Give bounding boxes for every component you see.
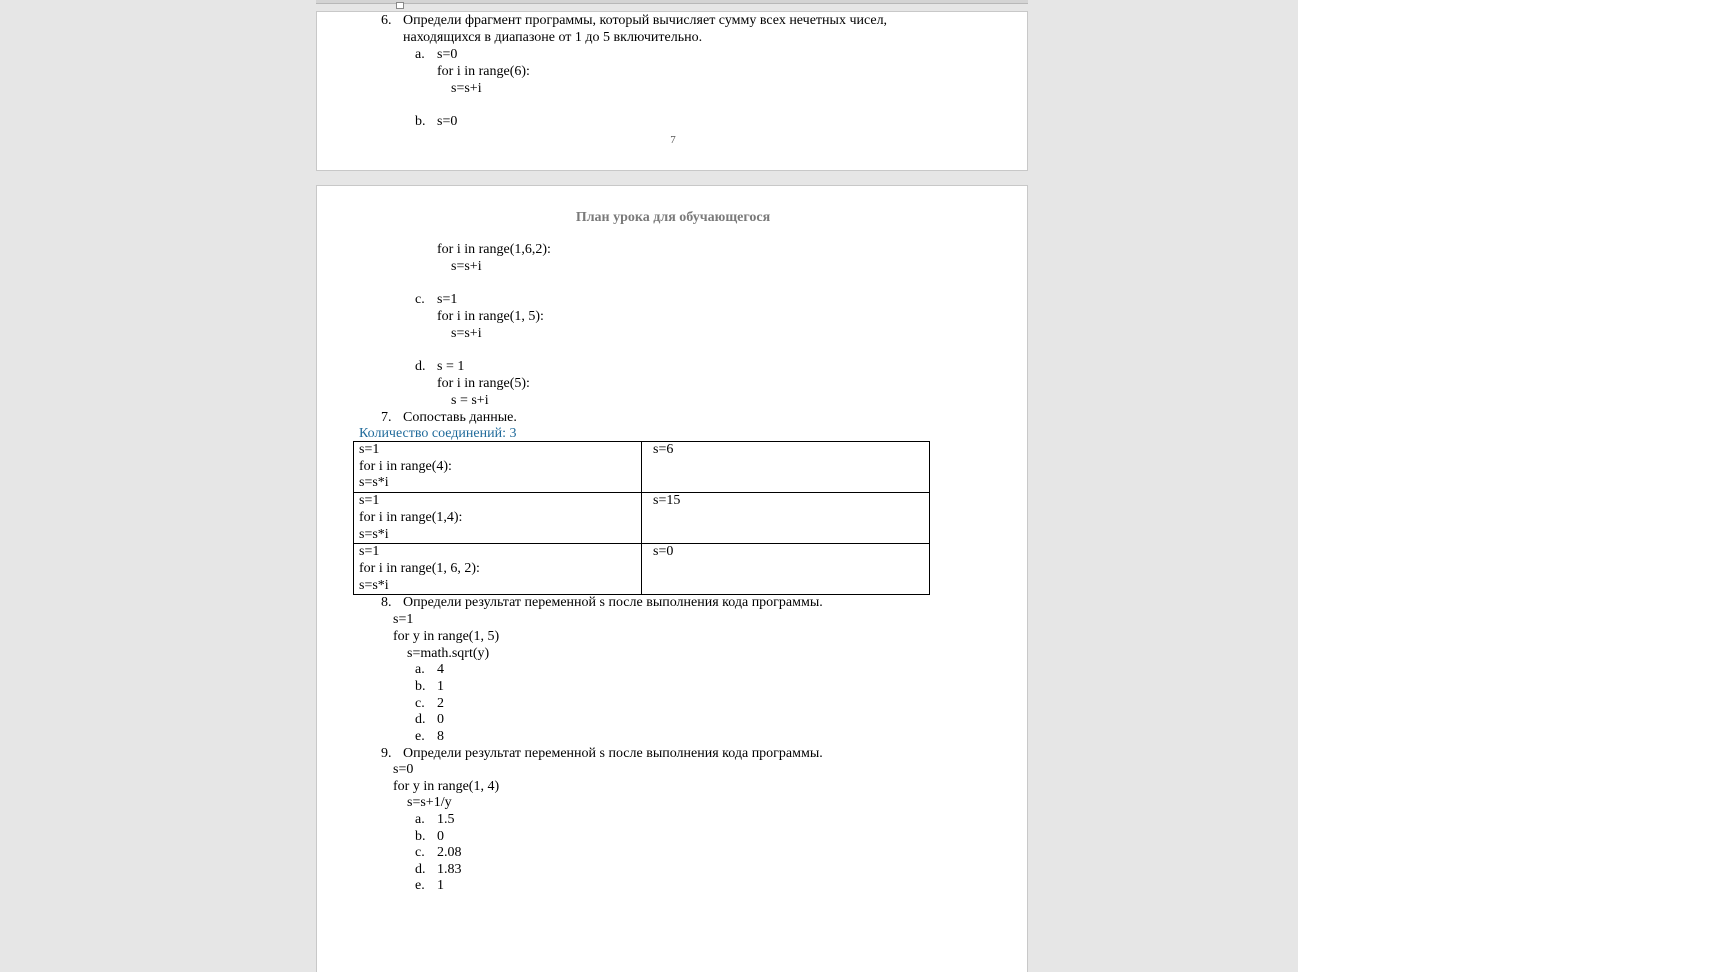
question-7-text: Сопоставь данные. (403, 410, 517, 425)
option-letter: e. (415, 878, 425, 893)
table-row (354, 493, 930, 544)
code-line: for i in range(1, 5): (437, 309, 544, 324)
code-line: s=s+i (451, 81, 482, 96)
code-line: for i in range(5): (437, 376, 530, 391)
option-letter: d. (415, 712, 426, 727)
question-8-text: Определи результат переменной s после выполнения кода программы. (403, 595, 823, 610)
horizontal-ruler[interactable] (316, 0, 1028, 4)
option-value: 2 (437, 696, 444, 711)
question-6-text-cont: находящихся в диапазоне от 1 до 5 включительно. (403, 30, 703, 45)
option-letter: e. (415, 729, 425, 744)
option-value: 4 (437, 662, 444, 677)
code-line: for i in range(1,6,2): (437, 242, 551, 257)
code-line: s = s+i (451, 393, 489, 408)
table-cell-result[interactable] (642, 544, 930, 595)
option-letter: a. (415, 47, 425, 62)
ruler-indent-marker[interactable] (396, 2, 404, 9)
code-line: for i in range(1, 6, 2): (359, 560, 480, 576)
option-value: 1.83 (437, 862, 462, 877)
code-line: s=1 (359, 442, 380, 457)
code-line: s=0 (437, 114, 458, 129)
question-9-text: Определи результат переменной s после выполнения кода программы. (403, 746, 823, 761)
option-letter: c. (415, 845, 425, 860)
code-line: s=s+i (451, 326, 482, 341)
option-value: 1.5 (437, 812, 455, 827)
option-letter: b. (415, 829, 426, 844)
option-letter: c. (415, 292, 425, 307)
matching-table (353, 441, 930, 595)
code-line: s=1 (359, 493, 380, 509)
option-value: 1 (437, 679, 444, 694)
code-line: s=1 (359, 544, 380, 560)
option-letter: c. (415, 696, 425, 711)
option-value: 0 (437, 712, 444, 727)
option-letter: a. (415, 662, 425, 677)
code-line: for y in range(1, 4) (393, 779, 500, 794)
option-value: 1 (437, 878, 444, 893)
option-value: 8 (437, 729, 444, 744)
page-header: План урока для обучающегося (575, 210, 771, 225)
code-line: s=math.sqrt(y) (407, 646, 490, 661)
option-letter: b. (415, 679, 426, 694)
option-letter: b. (415, 114, 426, 129)
option-letter: d. (415, 359, 426, 374)
question-9-number: 9. (381, 746, 392, 761)
table-cell-result[interactable] (642, 493, 930, 544)
code-line: for i in range(1,4): (359, 509, 463, 525)
table-cell-code[interactable] (354, 544, 642, 595)
code-line: for y in range(1, 5) (393, 629, 500, 644)
result-value: s=6 (653, 442, 674, 457)
code-line: s=1 (393, 612, 414, 627)
code-line: s=s*i (359, 526, 389, 542)
option-value: 0 (437, 829, 444, 844)
table-row (354, 544, 930, 595)
page-number: 7 (670, 134, 676, 146)
question-6-text: Определи фрагмент программы, который вычисляет сумму всех нечетных чисел, (403, 13, 888, 28)
option-letter: d. (415, 862, 426, 877)
result-value: s=0 (653, 544, 674, 560)
code-line: s=s+1/y (407, 795, 452, 810)
code-line: for i in range(4): (359, 458, 452, 474)
question-8-number: 8. (381, 595, 392, 610)
code-line: s=0 (393, 762, 414, 777)
code-line: s = 1 (437, 359, 465, 374)
code-line: s=0 (437, 47, 458, 62)
document-page-7[interactable] (316, 11, 1028, 171)
option-letter: a. (415, 812, 425, 827)
table-cell-result[interactable] (642, 442, 930, 493)
question-7-number: 7. (381, 410, 392, 425)
result-value: s=15 (653, 493, 681, 509)
code-line: s=s+i (451, 259, 482, 274)
document-page-8[interactable] (316, 185, 1028, 972)
code-line: for i in range(6): (437, 64, 530, 79)
table-row (354, 442, 930, 493)
connections-count: Количество соединений: 3 (359, 426, 517, 441)
table-cell-code[interactable] (354, 442, 642, 493)
table-cell-code[interactable] (354, 493, 642, 544)
code-line: s=s*i (359, 577, 389, 593)
code-line: s=1 (437, 292, 458, 307)
code-line: s=s*i (359, 475, 389, 491)
option-value: 2.08 (437, 845, 462, 860)
question-6-number: 6. (381, 13, 392, 28)
